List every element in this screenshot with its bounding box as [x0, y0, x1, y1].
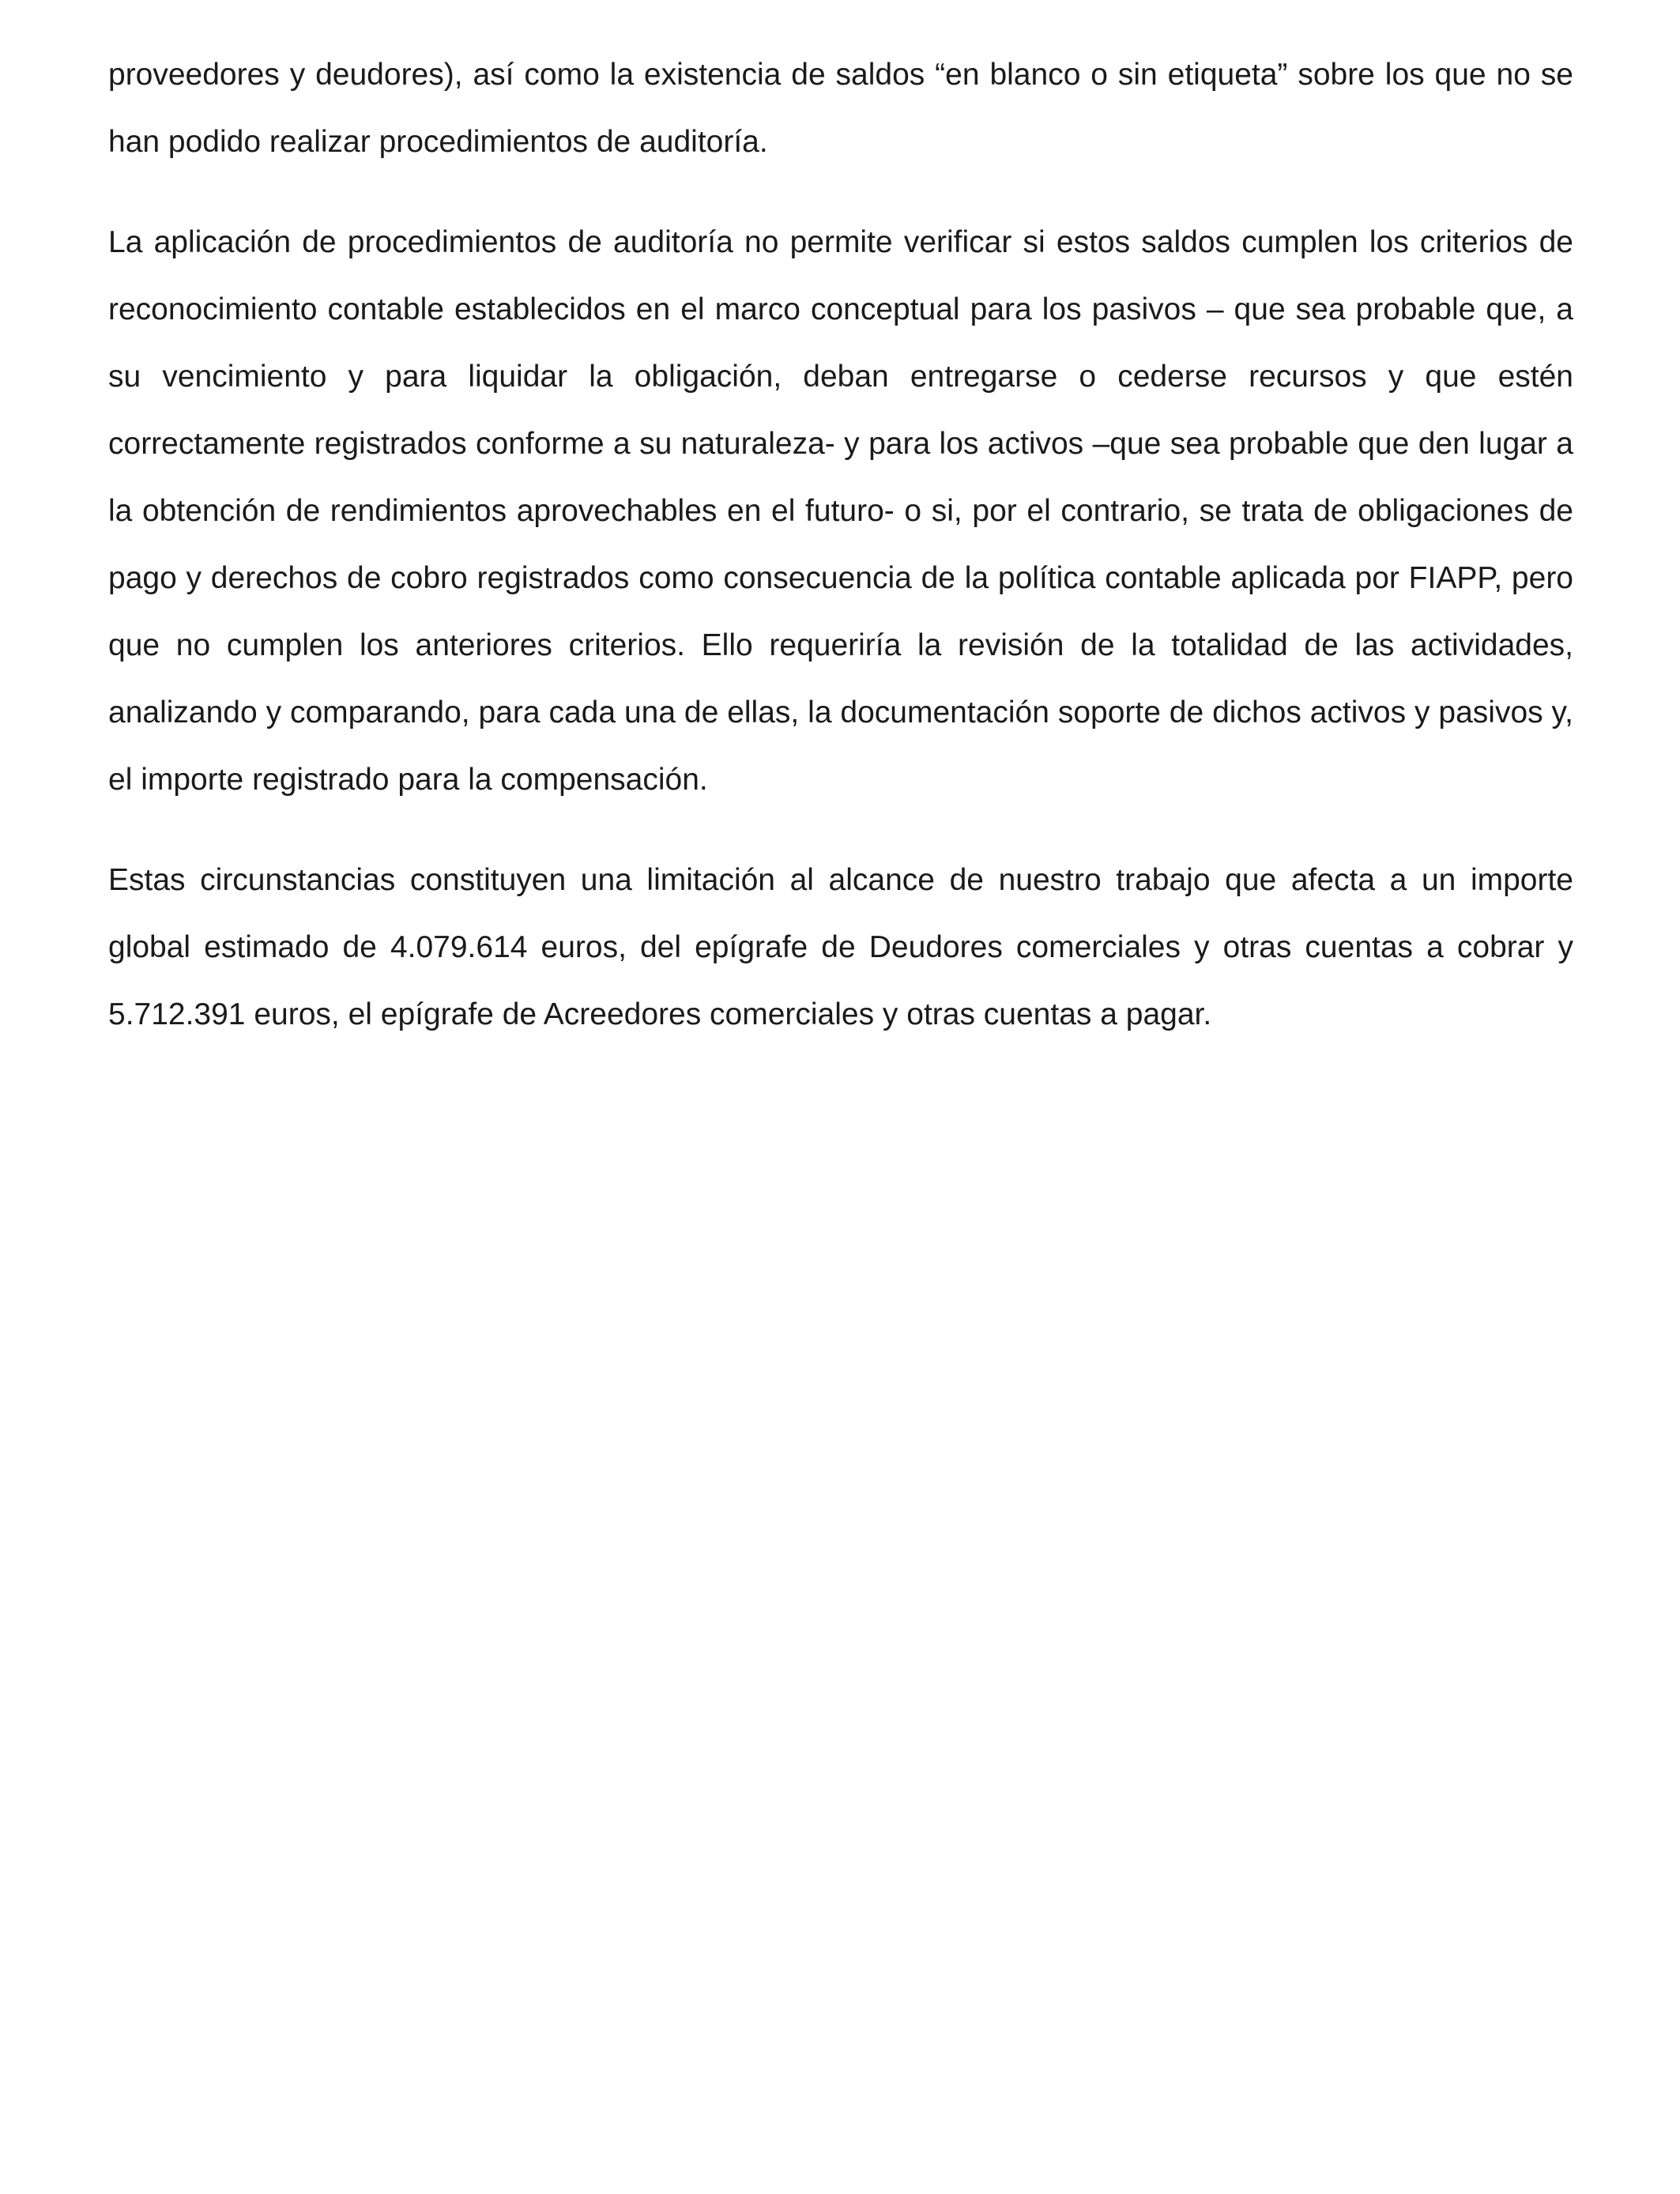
document-page [108, 41, 1573, 1081]
paragraph-audit-procedures: La aplicación de procedimientos de auditoría no permite verificar si estos saldos cumplen los criterios de reconocimiento contable establecidos en el marco conceptual para los pasivos – que sea probable que, a su vencimiento y para liquidar la obligación, deban entregarse o cederse recursos y que estén correctamente registrados conforme a su naturaleza- y para los activos –que sea probable que den lugar a la obtención de rendimientos aprovechables en el futuro- o si, por el contrario, se trata de obligaciones de pago y derechos de cobro registrados como consecuencia de la política contable aplicada por FIAPP, pero que no cumplen los anteriores criterios. Ello requeriría la revisión de la totalidad de las actividades, analizando y comparando, para cada una de ellas, la documentación soporte de dichos activos y pasivos y, el importe registrado para la compensación. [108, 225, 1573, 797]
paragraph-continuation: proveedores y deudores), así como la existencia de saldos “en blanco o sin etiqueta” sobre los que no se han podido realizar procedimientos de auditoría. [108, 58, 1573, 159]
paragraph-scope-limitation: Estas circunstancias constituyen una limitación al alcance de nuestro trabajo que afecta a un importe global estimado de 4.079.614 euros, del epígrafe de Deudores comerciales y otras cuentas a cobrar y 5.712.391 euros, el epígrafe de Acreedores comerciales y otras cuentas a pagar. [108, 863, 1573, 1031]
